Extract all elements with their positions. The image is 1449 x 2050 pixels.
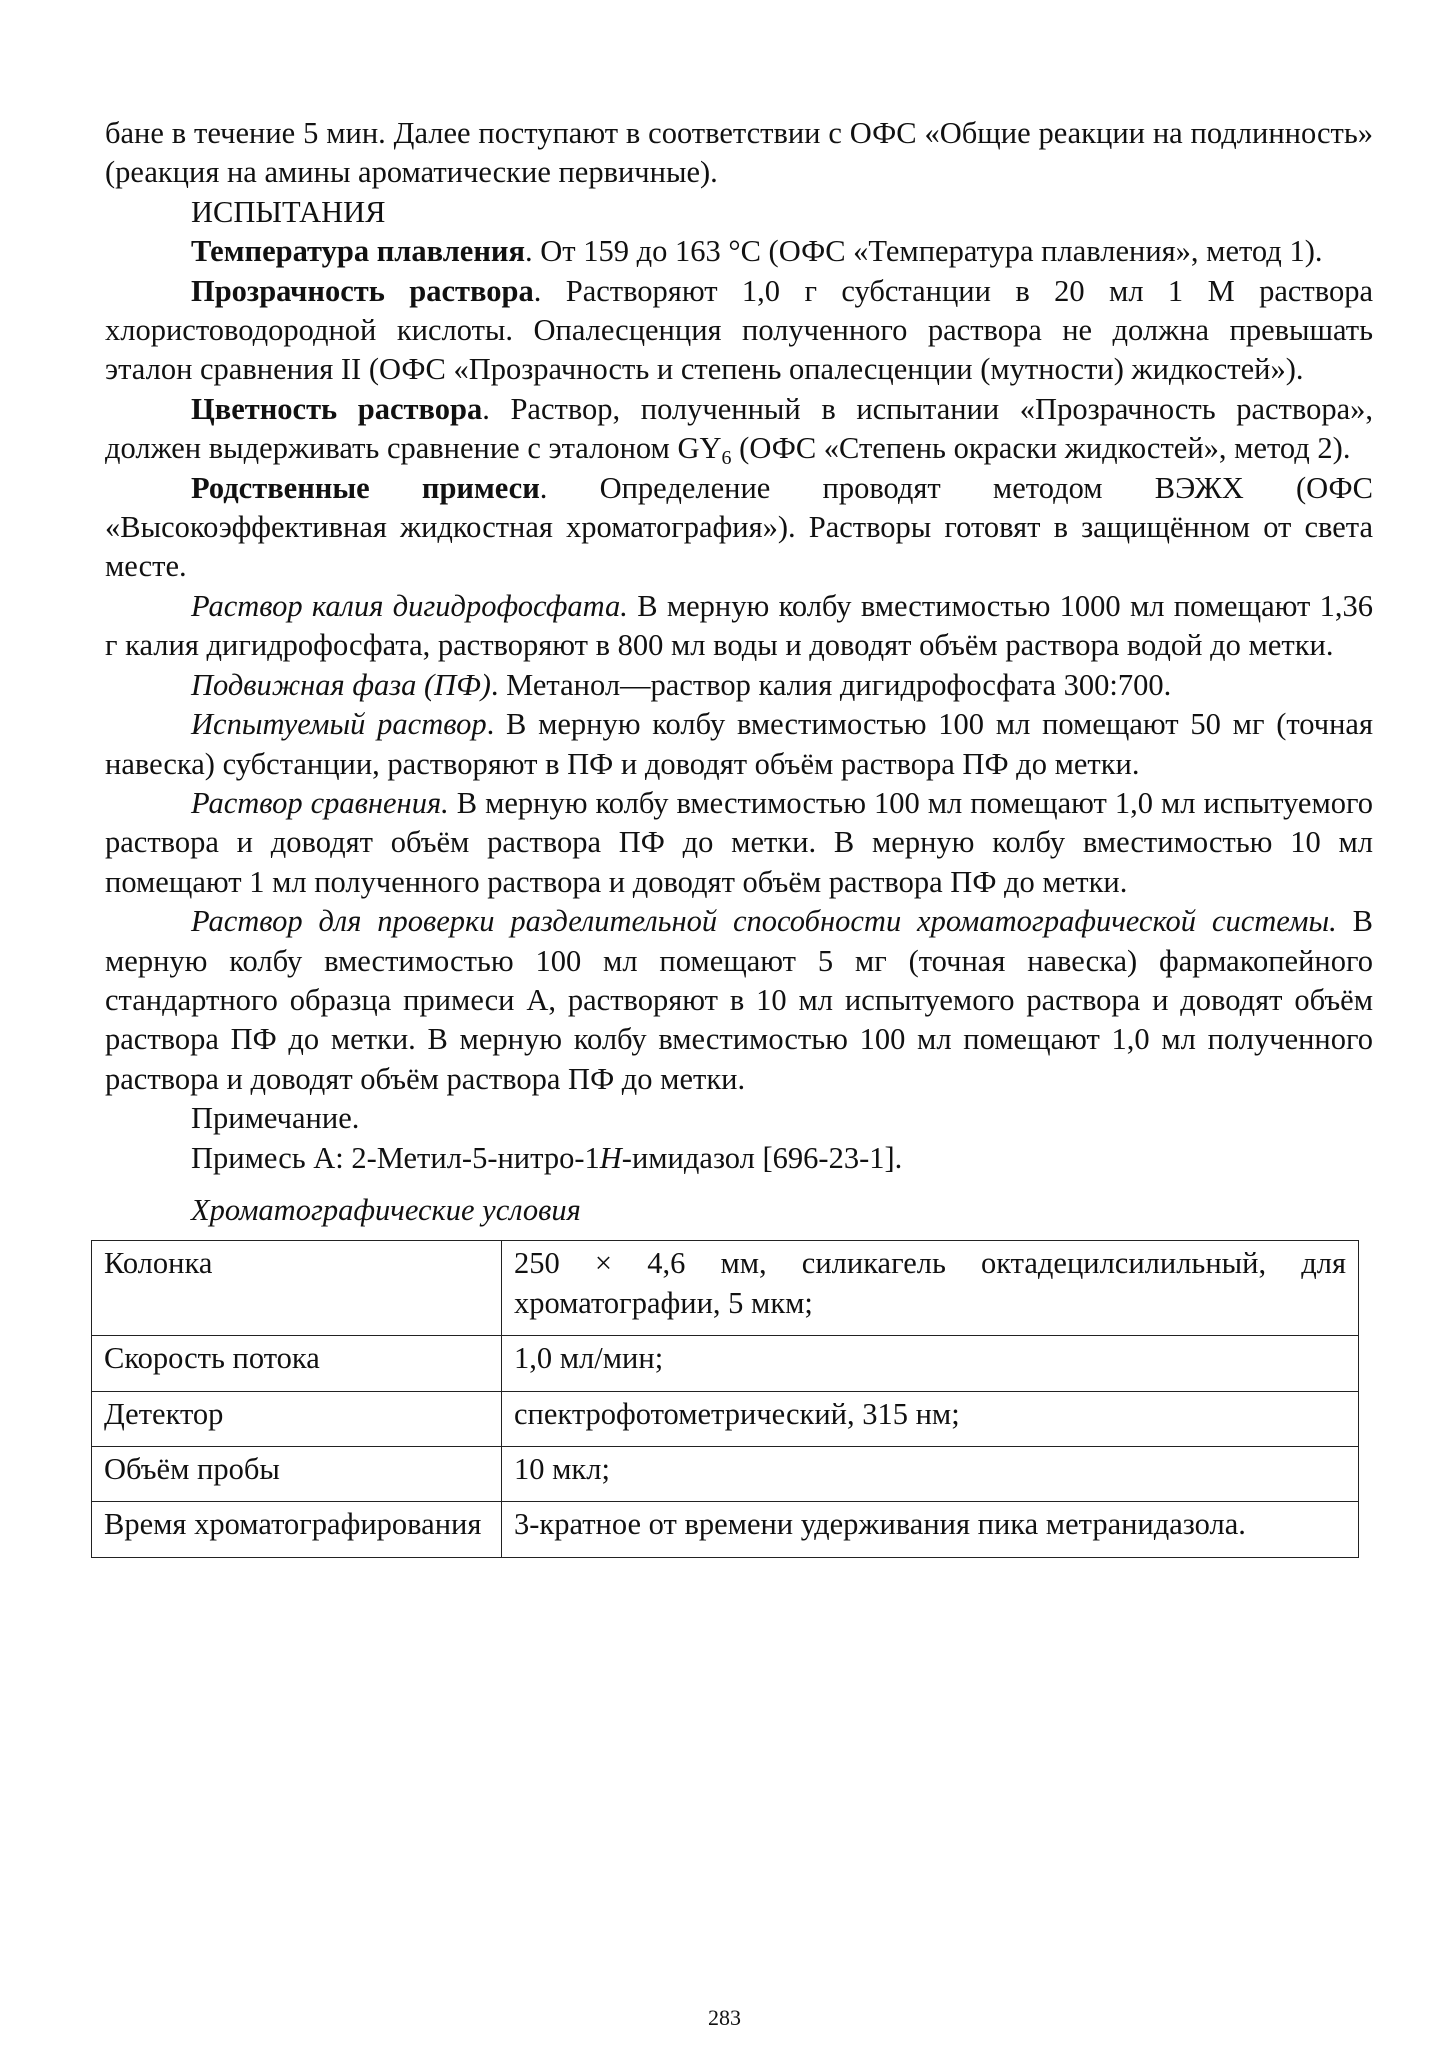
table-row: [92, 1241, 1359, 1336]
buffer-title: Раствор калия дигидрофосфата.: [191, 588, 628, 623]
melting-title: Температура плавления: [191, 234, 525, 269]
table-cell-value: 250 × 4,6 мм, силикагель октадецилсилильный, для хроматографии, 5 мкм;: [502, 1241, 1359, 1336]
table-row: [92, 1502, 1359, 1557]
table-row: [92, 1447, 1359, 1502]
test-solution-paragraph: [105, 705, 1373, 784]
table-cell-label: Объём пробы: [92, 1447, 502, 1502]
test-solution-title: Испытуемый раствор: [191, 707, 487, 742]
table-row: [92, 1391, 1359, 1446]
color-paragraph: [105, 390, 1373, 469]
color-text-before: . Раствор, полученный в испытании «Прозрачность раствора», должен выдерживать сравнение с эталоном GY: [105, 391, 1373, 466]
table-cell-value: 1,0 мл/мин;: [502, 1336, 1359, 1391]
transparency-text: . Растворяют 1,0 г субстанции в 20 мл 1 М раствора хлористоводородной кислоты. Опалесценция полученного раствора не должна превышать эталон сравнения II (ОФС «Прозрачность и степень опалесценции (мутности) жидкостей»).: [105, 273, 1373, 387]
chromatography-title: Хроматографические условия: [191, 1192, 581, 1227]
table-row: [92, 1336, 1359, 1391]
intro-text: бане в течение 5 мин. Далее поступают в соответствии с ОФС «Общие реакции на подлинность» (реакция на амины ароматические первичные).: [105, 116, 1373, 190]
transparency-title: Прозрачность раствора: [191, 273, 534, 308]
suitability-solution-text: В мерную колбу вместимостью 100 мл помещают 5 мг (точная навеска) фармакопейного стандартного образца примеси А, растворяют в 10 мл испытуемого раствора и доводят объём раствора ПФ до метки. В мерную колбу вместимостью 100 мл помещают 1,0 мл полученного раствора и доводят объём раствора ПФ до метки.: [105, 904, 1373, 1096]
melting-text: . От 159 до 163 °С (ОФС «Температура плавления», метод 1).: [525, 234, 1323, 269]
note-impurity-line: [105, 1139, 1373, 1178]
impurities-paragraph: [105, 469, 1373, 587]
chromatography-table: [91, 1240, 1359, 1557]
note-impurity-prefix: Примесь А: 2-Метил-5-нитро-1: [191, 1140, 600, 1175]
color-subscript: 6: [721, 447, 732, 470]
buffer-text: В мерную колбу вместимостью 1000 мл помещают 1,36 г калия дигидрофосфата, растворяют в 800 мл воды и доводят объём раствора водой до метки.: [105, 588, 1373, 663]
suitability-solution-paragraph: [105, 902, 1373, 1099]
transparency-paragraph: [105, 272, 1373, 390]
table-cell-label: Скорость потока: [92, 1336, 502, 1391]
table-cell-value: 3-кратное от времени удерживания пика метранидазола.: [502, 1502, 1359, 1557]
table-cell-label: Детектор: [92, 1391, 502, 1446]
reference-solution-paragraph: [105, 784, 1373, 902]
mobile-phase-paragraph: [105, 666, 1373, 705]
table-cell-label: Колонка: [92, 1241, 502, 1336]
mobile-phase-title: Подвижная фаза (ПФ): [191, 667, 491, 702]
note-impurity-italic: H: [599, 1140, 622, 1175]
test-solution-text: . В мерную колбу вместимостью 100 мл помещают 50 мг (точная навеска) субстанции, растворяют в ПФ и доводят объём раствора ПФ до метки.: [105, 707, 1373, 781]
table-cell-value: спектрофотометрический, 315 нм;: [502, 1391, 1359, 1446]
melting-paragraph: [105, 232, 1373, 271]
mobile-phase-text: . Метанол—раствор калия дигидрофосфата 300:700.: [490, 667, 1172, 702]
table-cell-label: Время хроматографирования: [92, 1502, 502, 1557]
impurities-title: Родственные примеси: [191, 470, 540, 505]
note-label: Примечание.: [191, 1101, 360, 1136]
impurities-text: . Определение проводят методом ВЭЖХ (ОФС «Высокоэффективная жидкостная хроматография»). Растворы готовят в защищённом от света месте.: [105, 470, 1373, 584]
suitability-solution-title: Раствор для проверки разделительной способности хроматографической системы.: [191, 904, 1337, 939]
buffer-paragraph: [105, 587, 1373, 666]
note-impurity-suffix: -имидазол [696-23-1].: [621, 1140, 903, 1175]
reference-solution-text: В мерную колбу вместимостью 100 мл помещают 1,0 мл испытуемого раствора и доводят объём раствора ПФ до метки. В мерную колбу вместимостью 10 мл помещают 1 мл полученного раствора и доводят объём раствора ПФ до метки.: [105, 785, 1373, 899]
intro-paragraph: [105, 114, 1373, 193]
color-text-after: (ОФС «Степень окраски жидкостей», метод 2).: [731, 431, 1351, 466]
color-title: Цветность раствора: [191, 391, 483, 426]
section-title: ИСПЫТАНИЯ: [191, 194, 386, 229]
table-cell-value: 10 мкл;: [502, 1447, 1359, 1502]
reference-solution-title: Раствор сравнения.: [191, 785, 449, 820]
page-number: 283: [708, 2005, 741, 2030]
